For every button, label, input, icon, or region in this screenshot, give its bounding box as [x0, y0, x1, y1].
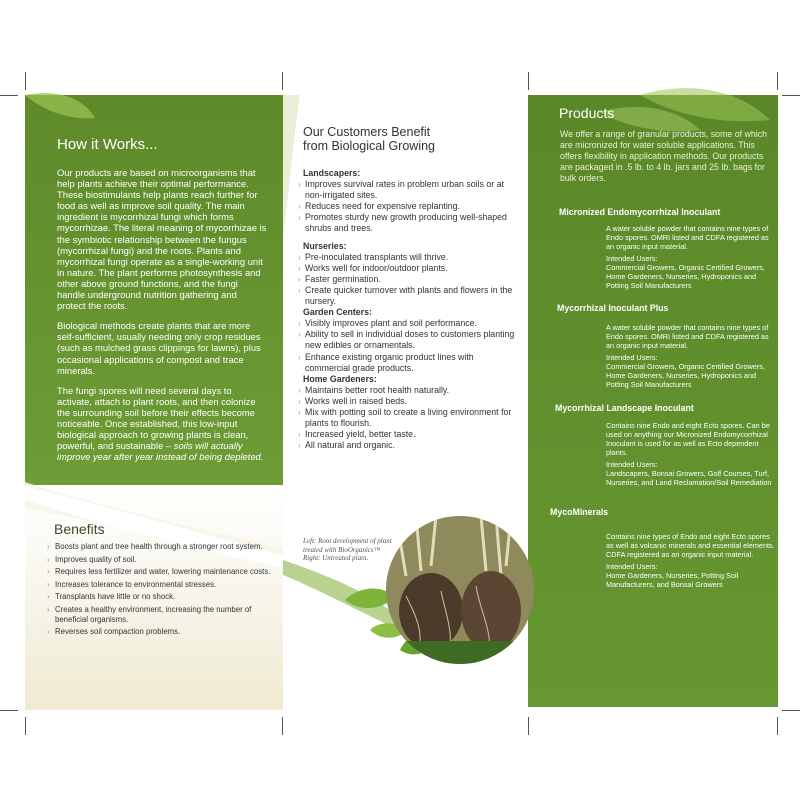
section-title: Landscapers:	[303, 168, 361, 178]
home-gardeners-list	[300, 385, 515, 452]
product-description	[606, 421, 776, 490]
users-label: Intended Users:	[606, 460, 658, 469]
product-desc-text: Contains nine types of Endo and eight Ecto spores as well as volcanic minerals and essential elements. CDFA registered as an organic input material.	[606, 532, 775, 559]
list-item: › Maintains better root health naturally.	[300, 385, 515, 396]
products-intro: We offer a range of granular products, some of which are micronized for water soluble applications. This offers flexibility in application methods. Our products are packaged in .5 lb. to 4 lb. jars and 25 lb. bags for bulk orders.	[560, 129, 768, 183]
customers-heading-line: Our Customers Benefit	[303, 125, 431, 139]
how-it-works-heading: How it Works...	[57, 136, 158, 153]
product-description	[606, 323, 776, 392]
list-item: › Faster germination.	[300, 274, 515, 285]
list-item: › Promotes sturdy new growth producing well-shaped shrubs and trees.	[300, 212, 515, 234]
root-photo-illustration	[386, 516, 534, 664]
product-title: Mycorrhizal Landscape Inoculant	[555, 403, 694, 413]
list-item: › Pre-inoculated transplants will thrive.	[300, 252, 515, 263]
product-users	[606, 254, 776, 290]
list-item: › Ability to sell in individual doses to customers planting new edibles or ornamentals.	[300, 329, 515, 351]
section-title: Garden Centers:	[303, 307, 372, 318]
list-item: › Creates a healthy environment, increasing the number of beneficial organisms.	[47, 605, 272, 624]
list-item: › Improves survival rates in problem urban soils or at non-irrigated sites.	[300, 179, 515, 201]
how-it-works-emphasis: soils will actually improve year after year instead of being depleted.	[57, 440, 264, 463]
users-text: Commercial Growers, Organic Certified Growers, Home Gardeners, Nurseries, Hydroponics and Potting Soil Manufacturers	[606, 362, 765, 389]
product-description	[606, 224, 776, 293]
how-it-works-paragraph: Our products are based on microorganisms that help plants achieve their optimal performance. These biostimulants help plants reach further for food as well as improve soil quality. The main ingredient is mycorrhizal fungi which forms mycorrhizae. The literal meaning of mycorrhizae is the symbiotic relationship between the fungus (mycorrhizal fungi) and the roots. Plants and mycorrhizal fungi operate as a single-working unit in nature. The plant performs photosynthesis and other above ground functions, and the fungi handle underground nutrition gathering and protect the roots.	[57, 167, 267, 312]
customers-heading-line: from Biological Growing	[303, 139, 435, 153]
product-desc-text: A water soluble powder that contains nine types of Endo spores. OMRI listed and CDFA registered as an organic input material.	[606, 323, 769, 350]
how-it-works-paragraph	[57, 385, 267, 463]
nurseries-list	[300, 252, 515, 307]
benefits-heading: Benefits	[54, 521, 105, 537]
list-item: › Visibly improves plant and soil performance.	[300, 318, 515, 329]
list-item: › Create quicker turnover with plants and flowers in the nursery.	[300, 285, 515, 307]
product-title: Micronized Endomycorrhizal Inoculant	[559, 207, 721, 217]
customers-heading	[303, 125, 523, 153]
caption-left: Left: Root development of plant treated with BioOrganics™	[303, 537, 392, 554]
section-title: Home Gardeners:	[303, 373, 377, 384]
leaf-icon	[25, 93, 95, 118]
list-item: › Improves quality of soil.	[47, 555, 272, 565]
how-it-works-text	[57, 167, 267, 471]
users-label: Intended Users:	[606, 353, 658, 362]
landscapers-list	[300, 179, 515, 234]
how-it-works-paragraph-text: The fungi spores will need several days to activate, attach to plant roots, and then colonize the surrounding soil before their effects become noticeable. Once established, this low-input biological approach to growing plants is clean, powerful, and sustainable –	[57, 384, 256, 452]
list-item: › Works well for indoor/outdoor plants.	[300, 263, 515, 274]
garden-centers-list	[300, 318, 515, 373]
list-item: › Works well in raised beds.	[300, 396, 515, 407]
products-heading: Products	[559, 105, 615, 121]
users-label: Intended Users:	[606, 254, 658, 263]
users-text: Home Gardeners, Nurseries, Potting Soil Manufacturers, and Bonsai Growers	[606, 571, 739, 589]
list-item: › All natural and organic.	[300, 440, 515, 451]
list-item: › Reduces need for expensive replanting.	[300, 201, 515, 212]
how-it-works-paragraph: Biological methods create plants that are more self-sufficient, usually needing only crop residues (such as mulched grass clippings for lawns), plus occasional applications of compost and trace minerals.	[57, 320, 261, 376]
users-label: Intended Users:	[606, 562, 658, 571]
product-users	[606, 460, 776, 487]
product-users	[606, 562, 776, 589]
list-item: › Requires less fertilizer and water, lowering maintenance costs.	[47, 567, 272, 577]
list-item: › Increased yield, better taste.	[300, 429, 515, 440]
list-item: › Transplants have little or no shock.	[47, 592, 272, 602]
list-item: › Boosts plant and tree health through a stronger root system.	[47, 542, 272, 552]
users-text: Landscapers, Bonsai Growers, Golf Courses, Turf, Nurseries, and Land Reclamation/Soil Remediation	[606, 469, 772, 487]
product-description	[606, 532, 776, 592]
list-item: › Enhance existing organic product lines with commercial grade products.	[300, 352, 515, 374]
product-desc-text: Contains nine Endo and eight Ecto spores. Can be used on anything our Micronized Endomycorrhizal Inoculant is used for as well as Ecto dependent plants.	[606, 421, 770, 457]
benefits-list	[47, 542, 272, 640]
caption-right: Right: Untreated plant.	[303, 554, 369, 563]
list-item: › Reverses soil compaction problems.	[47, 627, 272, 637]
root-comparison-photo	[386, 516, 534, 664]
product-title: Mycorrhizal Inoculant Plus	[557, 303, 669, 313]
section-title: Nurseries:	[303, 240, 347, 251]
product-users	[606, 353, 776, 389]
list-item: › Mix with potting soil to create a living environment for plants to flourish.	[300, 407, 515, 429]
product-title: MycoMinerals	[550, 507, 609, 517]
photo-caption	[303, 537, 393, 563]
users-text: Commercial Growers, Organic Certified Growers, Home Gardeners, Nurseries, Hydroponics and Potting Soil Manufacturers	[606, 263, 765, 290]
list-item: › Increases tolerance to environmental stresses.	[47, 580, 272, 590]
customers-text	[300, 168, 515, 451]
product-desc-text: A water soluble powder that contains nine types of Endo spores. OMRI listed and CDFA registered as an organic input material.	[606, 224, 769, 251]
